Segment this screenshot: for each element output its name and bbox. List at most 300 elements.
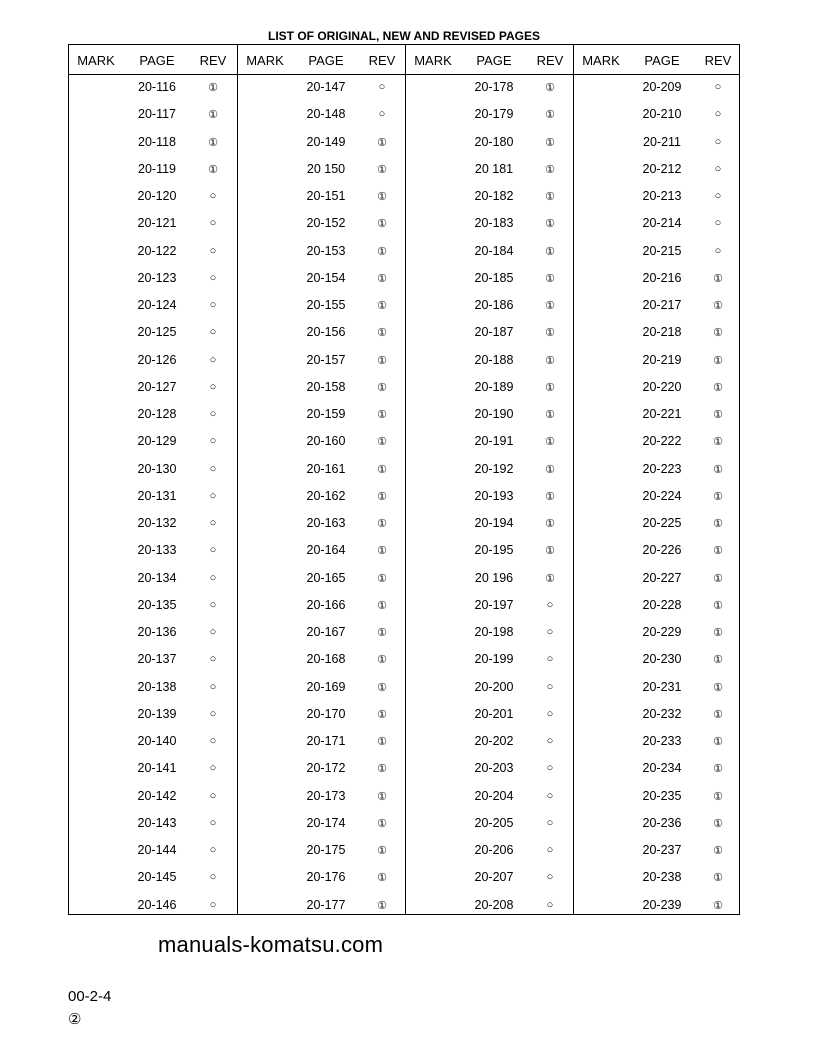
page-cell: 20-167 <box>306 625 346 639</box>
rev-cell: ① <box>713 572 723 585</box>
page-cell: 20-178 <box>474 80 514 94</box>
page-cell: 20-190 <box>474 407 514 421</box>
rev-cell: ① <box>545 191 555 203</box>
page-cell: 20-172 <box>306 761 346 776</box>
table-row <box>406 434 574 454</box>
table-row <box>69 543 237 563</box>
page-cell: 20-169 <box>306 679 346 694</box>
table-row <box>238 80 406 100</box>
rev-cell: ① <box>545 109 555 122</box>
page-cell: 20 181 <box>474 161 514 176</box>
page-cell: 20-177 <box>306 897 346 912</box>
rev-cell: ① <box>377 627 387 639</box>
rev-cell: ① <box>545 381 555 394</box>
rev-cell: ① <box>713 272 723 285</box>
page-cell: 20-174 <box>306 815 346 830</box>
rev-cell: ① <box>545 354 555 367</box>
table-row <box>69 189 237 209</box>
table-row <box>574 543 742 563</box>
rev-cell: ① <box>377 436 387 449</box>
rev-cell: ① <box>545 272 555 285</box>
page-cell: 20-139 <box>137 706 177 721</box>
page-cell: 20-122 <box>137 243 177 258</box>
column-group <box>237 45 405 914</box>
table-row <box>238 489 406 509</box>
rev-cell: ① <box>713 300 723 312</box>
table-row <box>69 843 237 863</box>
page-cell: 20-165 <box>306 570 346 585</box>
table-row <box>238 189 406 209</box>
rev-cell: ○ <box>546 762 554 775</box>
rev-cell: ① <box>713 899 723 912</box>
rev-cell: ○ <box>546 626 554 638</box>
table-row <box>69 652 237 672</box>
rev-cell: ① <box>713 381 723 394</box>
table-row <box>69 353 237 373</box>
table-row <box>238 216 406 236</box>
table-row <box>406 680 574 700</box>
rev-cell: ① <box>377 736 387 748</box>
rev-cell: ① <box>377 518 387 530</box>
page-cell: 20-206 <box>474 843 514 857</box>
table-row <box>238 816 406 836</box>
page-cell: 20-138 <box>137 679 177 694</box>
rev-cell: ① <box>713 763 723 776</box>
rev-cell: ① <box>377 272 387 285</box>
page-cell: 20-182 <box>474 189 514 203</box>
rev-cell: ① <box>208 136 218 149</box>
table-row <box>406 571 574 591</box>
table-row <box>238 462 406 482</box>
table-row <box>406 162 574 182</box>
table-row <box>69 407 237 427</box>
page-cell: 20-222 <box>642 434 682 449</box>
page-cell: 20-226 <box>642 543 682 558</box>
page-cell: 20-157 <box>306 352 346 367</box>
page-cell: 20 196 <box>474 570 514 585</box>
table-row <box>69 598 237 618</box>
table-row <box>574 462 742 482</box>
rev-cell: ① <box>713 409 723 421</box>
table-row <box>574 325 742 345</box>
rev-cell: ○ <box>714 81 722 93</box>
table-row <box>238 598 406 618</box>
rev-cell: ① <box>713 490 723 503</box>
page-cell: 20-233 <box>642 734 682 748</box>
table-row <box>406 816 574 836</box>
table-row <box>574 516 742 536</box>
header-rev: REV <box>199 53 227 68</box>
table-row <box>406 189 574 209</box>
rev-cell: ○ <box>546 653 554 666</box>
table-row <box>238 898 406 918</box>
table-row <box>406 734 574 754</box>
table-row <box>574 625 742 645</box>
rev-cell: ① <box>545 518 555 530</box>
page-cell: 20-208 <box>474 897 514 912</box>
page-cell: 20-216 <box>642 270 682 285</box>
table-row <box>574 189 742 209</box>
table-row <box>406 870 574 890</box>
table-row <box>574 407 742 427</box>
page-cell: 20-154 <box>306 270 346 285</box>
rev-cell: ① <box>545 136 555 149</box>
page-number: 00-2-4 <box>68 988 112 1005</box>
table-row <box>69 898 237 918</box>
page-cell: 20-164 <box>306 543 346 558</box>
header-page: PAGE <box>476 53 512 68</box>
page-cell: 20-173 <box>306 788 346 803</box>
page-cell: 20-186 <box>474 298 514 312</box>
page-cell: 20-128 <box>137 407 177 421</box>
page-cell: 20-219 <box>642 352 682 367</box>
page-cell: 20-235 <box>642 788 682 803</box>
page-cell: 20-126 <box>137 352 177 367</box>
rev-cell: ○ <box>714 162 722 175</box>
page-cell: 20-117 <box>138 107 176 122</box>
page-cell: 20-176 <box>306 870 346 885</box>
page-cell: 20-228 <box>642 597 682 612</box>
table-row <box>238 734 406 754</box>
rev-cell: ○ <box>546 598 554 611</box>
rev-cell: ○ <box>546 871 554 884</box>
rev-cell: ① <box>713 654 723 667</box>
header-mark: MARK <box>582 53 620 68</box>
page-cell: 20-140 <box>137 734 177 748</box>
table-row <box>406 652 574 672</box>
rev-cell: ○ <box>714 135 722 148</box>
table-row <box>238 571 406 591</box>
rev-cell: ○ <box>546 735 554 747</box>
page-cell: 20-147 <box>306 80 346 94</box>
table-row <box>69 135 237 155</box>
rev-cell: ○ <box>209 271 217 284</box>
rev-cell: ① <box>713 845 723 857</box>
table-row <box>69 516 237 536</box>
page-cell: 20-120 <box>137 189 177 203</box>
table-row <box>238 789 406 809</box>
rev-cell: ○ <box>546 844 554 856</box>
table-row <box>574 353 742 373</box>
rev-cell: ① <box>377 354 387 367</box>
page-cell: 20-135 <box>137 597 177 612</box>
page-cell: 20-171 <box>306 734 346 748</box>
table-row <box>574 135 742 155</box>
page-cell: 20-231 <box>642 679 682 694</box>
page-cell: 20-119 <box>138 161 176 176</box>
table-row <box>406 761 574 781</box>
page-cell: 20-221 <box>642 407 682 421</box>
page-cell: 20-151 <box>306 189 346 203</box>
page-cell: 20-136 <box>137 625 177 639</box>
rev-cell: ○ <box>378 108 386 121</box>
table-row <box>238 244 406 264</box>
page-cell: 20-159 <box>306 407 346 421</box>
header-mark: MARK <box>414 53 452 68</box>
rev-cell: ① <box>713 436 723 449</box>
page-cell: 20-144 <box>137 843 177 857</box>
table-row <box>406 353 574 373</box>
page-cell: 20-227 <box>642 570 682 585</box>
page-cell: 20-158 <box>306 379 346 394</box>
rev-cell: ① <box>377 763 387 776</box>
table-row <box>574 571 742 591</box>
table-row <box>238 325 406 345</box>
table-row <box>574 107 742 127</box>
table-row <box>406 462 574 482</box>
revision-table <box>68 44 740 915</box>
rev-cell: ① <box>545 545 555 558</box>
table-row <box>406 325 574 345</box>
table-row <box>574 380 742 400</box>
rev-cell: ① <box>545 463 555 476</box>
rev-cell: ① <box>713 790 723 803</box>
table-row <box>69 434 237 454</box>
rev-cell: ① <box>545 572 555 585</box>
rev-cell: ○ <box>209 353 217 366</box>
rev-cell: ① <box>208 163 218 176</box>
rev-cell: ① <box>377 681 387 694</box>
rev-cell: ○ <box>209 244 217 257</box>
table-row <box>69 107 237 127</box>
table-row <box>406 216 574 236</box>
table-row <box>574 598 742 618</box>
rev-cell: ○ <box>546 707 554 720</box>
table-row <box>238 107 406 127</box>
header-page: PAGE <box>139 53 175 68</box>
table-row <box>69 761 237 781</box>
column-group <box>405 45 573 914</box>
page-cell: 20-162 <box>306 488 346 503</box>
table-row <box>574 489 742 509</box>
table-row <box>406 516 574 536</box>
page-cell: 20-137 <box>137 652 177 667</box>
rev-cell: ① <box>377 817 387 830</box>
page-cell: 20-187 <box>474 325 514 340</box>
page-cell: 20-168 <box>306 652 346 667</box>
page-cell: 20-189 <box>474 379 514 394</box>
page-cell: 20-212 <box>642 161 682 176</box>
page-cell: 20-133 <box>137 543 177 558</box>
header-rev: REV <box>536 53 564 68</box>
page-cell: 20-152 <box>306 216 346 231</box>
header-mark: MARK <box>77 53 115 68</box>
rev-cell: ① <box>377 381 387 394</box>
rev-cell: ○ <box>378 81 386 93</box>
page-cell: 20-185 <box>474 270 514 285</box>
page-cell: 20-213 <box>642 189 682 203</box>
table-row <box>574 80 742 100</box>
page-cell: 20-237 <box>642 843 682 857</box>
table-row <box>406 789 574 809</box>
table-row <box>238 516 406 536</box>
page-cell: 20-121 <box>137 216 177 231</box>
page-cell: 20-191 <box>474 434 514 449</box>
header-page: PAGE <box>644 53 680 68</box>
table-row <box>238 298 406 318</box>
page-cell: 20-148 <box>306 107 346 122</box>
rev-cell: ○ <box>209 517 217 529</box>
rev-cell: ○ <box>546 680 554 693</box>
page-cell: 20-125 <box>137 325 177 340</box>
rev-cell: ○ <box>546 789 554 802</box>
rev-cell: ○ <box>209 408 217 420</box>
table-row <box>574 271 742 291</box>
rev-cell: ○ <box>209 762 217 775</box>
page-cell: 20-155 <box>306 298 346 312</box>
rev-cell: ○ <box>209 380 217 393</box>
rev-cell: ① <box>545 300 555 312</box>
page-cell: 20-214 <box>642 216 682 231</box>
table-row <box>238 707 406 727</box>
page-cell: 20-220 <box>642 379 682 394</box>
page-cell: 20-209 <box>642 80 682 94</box>
rev-cell: ① <box>713 463 723 476</box>
page-cell: 20-201 <box>474 706 514 721</box>
rev-cell: ① <box>377 136 387 149</box>
table-row <box>406 707 574 727</box>
table-row <box>574 789 742 809</box>
table-row <box>406 407 574 427</box>
rev-cell: ① <box>377 463 387 476</box>
page-cell: 20-215 <box>642 243 682 258</box>
page-cell: 20-210 <box>642 107 682 122</box>
rev-cell: ○ <box>209 898 217 911</box>
rev-cell: ① <box>713 708 723 721</box>
table-row <box>69 680 237 700</box>
page-cell: 20-223 <box>642 461 682 476</box>
table-row <box>238 353 406 373</box>
table-row <box>406 489 574 509</box>
table-row <box>406 380 574 400</box>
table-row <box>406 244 574 264</box>
rev-cell: ○ <box>209 299 217 311</box>
rev-cell: ① <box>713 627 723 639</box>
rev-cell: ○ <box>209 190 217 202</box>
table-row <box>406 80 574 100</box>
table-row <box>238 870 406 890</box>
table-row <box>69 325 237 345</box>
page-cell: 20-143 <box>137 815 177 830</box>
watermark: manuals-komatsu.com <box>158 932 384 957</box>
page-cell: 20-183 <box>474 216 514 231</box>
page-cell: 20-127 <box>137 379 177 394</box>
table-row <box>406 107 574 127</box>
table-row <box>69 216 237 236</box>
rev-cell: ① <box>713 545 723 558</box>
page-cell: 20-129 <box>137 434 177 449</box>
table-row <box>238 625 406 645</box>
table-row <box>69 870 237 890</box>
page-cell: 20-236 <box>642 815 682 830</box>
page-cell: 20-238 <box>642 870 682 885</box>
page-cell: 20-170 <box>306 706 346 721</box>
header-rev: REV <box>704 53 732 68</box>
page-cell: 20-175 <box>306 843 346 857</box>
table-row <box>69 80 237 100</box>
page-cell: 20-230 <box>642 652 682 667</box>
table-row <box>69 789 237 809</box>
rev-cell: ① <box>545 409 555 421</box>
header-page: PAGE <box>308 53 344 68</box>
table-row <box>238 761 406 781</box>
page-cell: 20-195 <box>474 543 514 558</box>
page-cell: 20-156 <box>306 325 346 340</box>
table-row <box>574 843 742 863</box>
table-row <box>69 734 237 754</box>
rev-cell: ① <box>545 490 555 503</box>
rev-cell: ○ <box>714 217 722 230</box>
rev-cell: ○ <box>209 571 217 584</box>
rev-cell: ○ <box>546 898 554 911</box>
page-cell: 20-225 <box>642 516 682 530</box>
page-cell: 20-229 <box>642 625 682 639</box>
rev-cell: ○ <box>209 653 217 666</box>
column-group <box>573 45 741 914</box>
table-row <box>406 271 574 291</box>
page-cell: 20-200 <box>474 679 514 694</box>
table-row <box>574 898 742 918</box>
page-cell: 20-166 <box>306 597 346 612</box>
page-cell: 20-124 <box>137 298 177 312</box>
page-cell: 20-153 <box>306 243 346 258</box>
rev-cell: ① <box>713 872 723 885</box>
revision-mark: ② <box>68 1011 82 1028</box>
page-cell: 20-123 <box>137 270 177 285</box>
rev-cell: ① <box>377 218 387 231</box>
rev-cell: ① <box>377 163 387 176</box>
table-row <box>69 571 237 591</box>
rev-cell: ① <box>545 327 555 340</box>
rev-cell: ○ <box>209 626 217 638</box>
table-row <box>69 244 237 264</box>
page-cell: 20-205 <box>474 815 514 830</box>
page-cell: 20-197 <box>474 597 514 612</box>
table-row <box>69 816 237 836</box>
table-row <box>406 625 574 645</box>
rev-cell: ① <box>545 163 555 176</box>
page-cell: 20-161 <box>306 461 346 476</box>
rev-cell: ① <box>377 409 387 421</box>
table-row <box>238 843 406 863</box>
page-cell: 20-194 <box>474 516 514 530</box>
rev-cell: ○ <box>209 707 217 720</box>
rev-cell: ○ <box>209 598 217 611</box>
rev-cell: ① <box>545 436 555 449</box>
page-title: LIST OF ORIGINAL, NEW AND REVISED PAGES <box>267 29 540 43</box>
table-row <box>574 680 742 700</box>
table-row <box>238 162 406 182</box>
page-cell: 20-116 <box>138 80 176 94</box>
page-cell: 20-192 <box>474 461 514 476</box>
table-row <box>574 870 742 890</box>
page-cell: 20-199 <box>474 652 514 667</box>
rev-cell: ○ <box>209 462 217 475</box>
rev-cell: ① <box>377 790 387 803</box>
rev-cell: ① <box>377 654 387 667</box>
table-row <box>238 135 406 155</box>
page-cell: 20-203 <box>474 761 514 776</box>
rev-cell: ① <box>377 490 387 503</box>
table-row <box>69 625 237 645</box>
rev-cell: ○ <box>209 217 217 230</box>
table-row <box>406 135 574 155</box>
page-cell: 20-131 <box>137 488 177 503</box>
rev-cell: ○ <box>209 326 217 339</box>
rev-cell: ① <box>377 899 387 912</box>
table-row <box>406 598 574 618</box>
rev-cell: ① <box>545 245 555 258</box>
